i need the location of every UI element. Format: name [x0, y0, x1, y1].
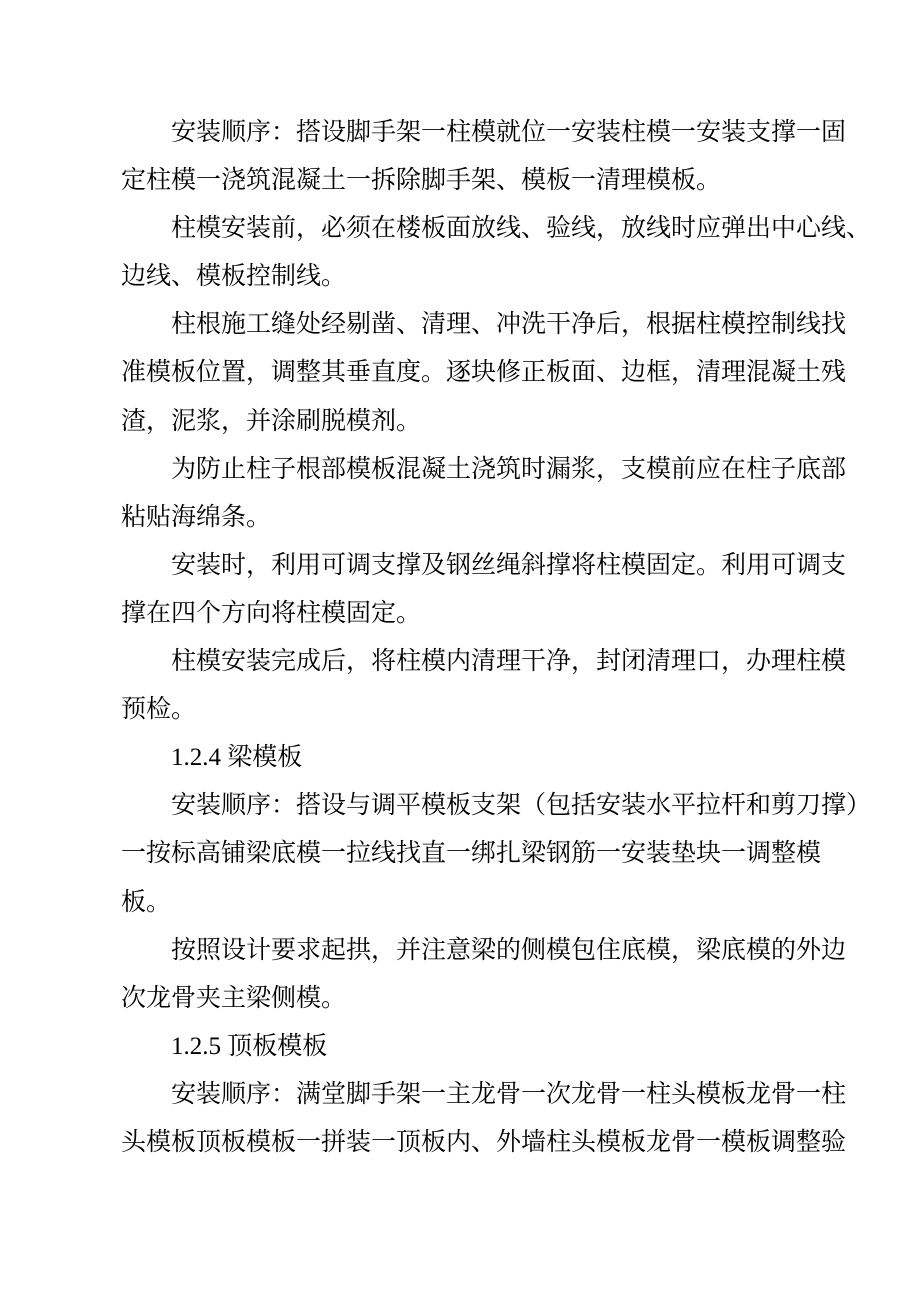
paragraph — [121, 927, 847, 1023]
section-heading — [121, 734, 796, 782]
text-line: 准模板位置，调整其垂直度。逐块修正板面、边框，清理混凝土残 — [121, 359, 847, 387]
text-line: 安装顺序：搭设脚手架一柱模就位一安装柱模一安装支撑一固 — [171, 119, 847, 146]
paragraph — [121, 542, 847, 638]
text-line: 一按标高铺梁底模一拉线找直一绑扎梁钢筋一安装垫块一调整模 — [121, 840, 822, 868]
section-heading — [121, 1023, 796, 1071]
text-line: 板。 — [121, 888, 172, 916]
text-line: 撑在四个方向将柱模固定。 — [121, 599, 422, 627]
paragraph — [121, 1071, 847, 1167]
paragraph — [121, 446, 847, 542]
paragraph — [121, 782, 872, 926]
text-line: 定柱模一浇筑混凝土一拆除脚手架、模板一清理模板。 — [121, 167, 722, 195]
text-line: 粘贴海绵条。 — [121, 503, 272, 531]
text-line: 次龙骨夹主梁侧模。 — [121, 984, 347, 1012]
text-line: 柱模安装完成后，将柱模内清理干净，封闭清理口，办理柱模 — [171, 648, 847, 676]
paragraph — [121, 205, 872, 301]
paragraph — [121, 109, 847, 205]
text-line: 头模板顶板模板一拼装一顶板内、外墙柱头模板龙骨一模板调整验 — [121, 1128, 847, 1156]
text-line: 1.2.4 梁模板 — [171, 744, 303, 772]
text-line: 1.2.5 顶板模板 — [171, 1032, 328, 1060]
text-line: 边线、模板控制线。 — [121, 263, 347, 291]
text-line: 预检。 — [121, 696, 197, 724]
text-line: 柱根施工缝处经剔凿、清理、冲洗干净后，根据柱模控制线找 — [171, 311, 847, 339]
document-page — [121, 109, 872, 1167]
text-line: 为防止柱子根部模板混凝土浇筑时漏浆，支模前应在柱子底部 — [171, 455, 847, 483]
text-line: 安装顺序：满堂脚手架一主龙骨一次龙骨一柱头模板龙骨一柱 — [171, 1080, 847, 1108]
text-line: 按照设计要求起拱，并注意梁的侧模包住底模，梁底模的外边 — [171, 936, 847, 964]
text-line: 渣，泥浆，并涂刷脱模剂。 — [121, 407, 422, 435]
paragraph — [121, 638, 847, 734]
paragraph — [121, 301, 847, 445]
text-line: 柱模安装前，必须在楼板面放线、验线，放线时应弹出中心线、 — [171, 215, 872, 243]
text-line: 安装顺序：搭设与调平模板支架（包括安装水平拉杆和剪刀撑） — [171, 792, 872, 820]
text-line: 安装时，利用可调支撑及钢丝绳斜撑将柱模固定。利用可调支 — [171, 551, 847, 579]
